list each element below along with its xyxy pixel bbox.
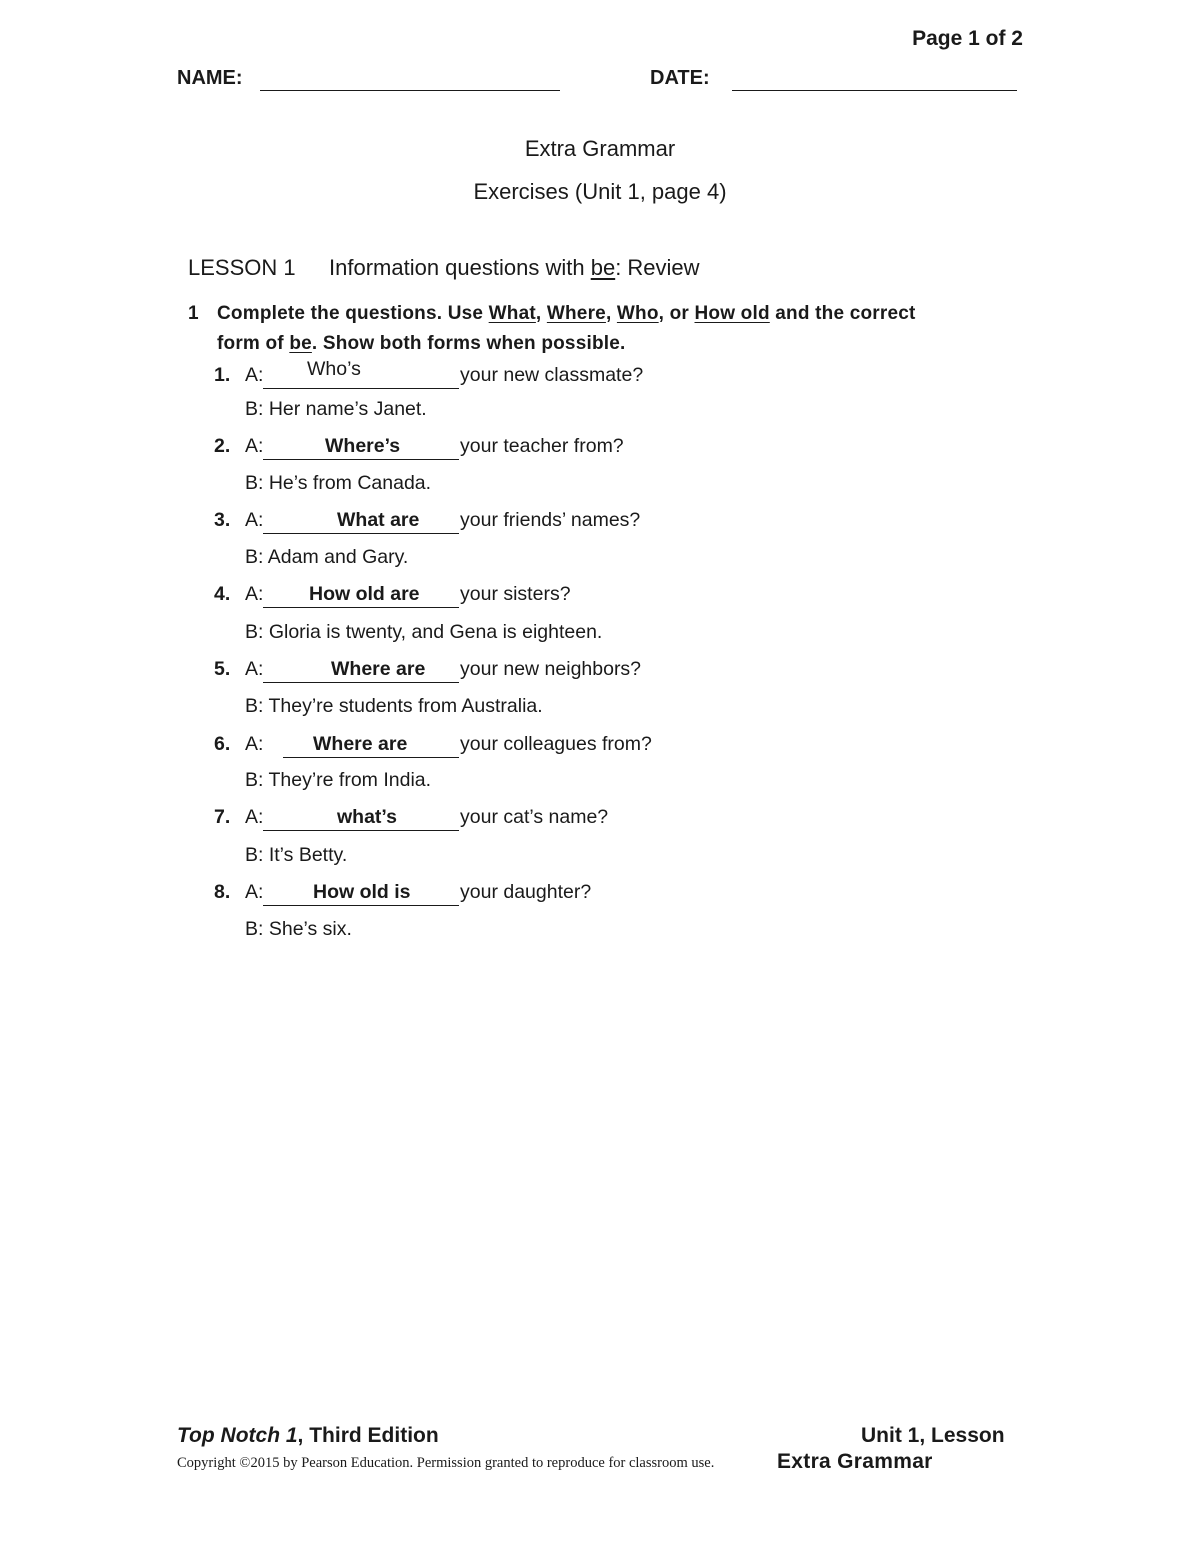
item-number: 3. xyxy=(214,509,231,531)
answer-b-line: B: They’re from India. xyxy=(245,769,432,791)
lesson-title-part: Information questions with xyxy=(329,255,591,280)
book-title-italic: Top Notch 1 xyxy=(177,1424,298,1447)
item-number: 5. xyxy=(214,658,231,680)
instr-text: and the correct xyxy=(769,303,916,324)
book-title-edition: , Third Edition xyxy=(297,1424,439,1447)
question-item xyxy=(0,358,1200,401)
answer-b-line: B: Her name’s Janet. xyxy=(245,398,427,420)
instr-text: form of xyxy=(217,333,290,354)
question-item xyxy=(0,658,1200,695)
document-title: Extra Grammar xyxy=(524,136,676,161)
instructions-line-1 xyxy=(217,299,916,329)
item-number: 6. xyxy=(214,733,231,755)
lesson-number: LESSON 1 xyxy=(188,255,296,280)
item-number: 2. xyxy=(214,435,231,457)
name-label: NAME: xyxy=(177,67,243,89)
copyright-notice: Copyright ©2015 by Pearson Education. Permission granted to reproduce for classroom use. xyxy=(177,1455,715,1471)
question-text: your teacher from? xyxy=(460,435,624,457)
question-text: your new neighbors? xyxy=(460,658,642,680)
question-text: your friends’ names? xyxy=(460,509,641,531)
instr-keyword: be xyxy=(289,333,312,354)
exercise-number: 1 xyxy=(188,303,199,324)
speaker-a-label: A: xyxy=(245,658,264,680)
instr-text: , or xyxy=(658,303,695,324)
date-field-line[interactable] xyxy=(732,90,1017,91)
question-text: your sisters? xyxy=(460,583,571,605)
item-number: 4. xyxy=(214,583,231,605)
answer-text: Where are xyxy=(331,658,426,680)
speaker-a-label: A: xyxy=(245,733,264,755)
instructions-line-2 xyxy=(217,329,916,359)
question-item xyxy=(0,733,1200,770)
answer-b-line: B: Adam and Gary. xyxy=(245,546,409,568)
question-text: your cat’s name? xyxy=(460,806,609,828)
answer-text: What are xyxy=(337,509,420,531)
section-label: Extra Grammar xyxy=(777,1450,933,1473)
instr-text: , xyxy=(535,303,547,324)
speaker-a-label: A: xyxy=(245,509,264,531)
date-label: DATE: xyxy=(650,67,710,89)
speaker-a-label: A: xyxy=(245,881,264,903)
question-text: your new classmate? xyxy=(460,364,644,386)
instr-keyword: Who xyxy=(616,303,659,324)
speaker-a-label: A: xyxy=(245,806,264,828)
question-text: your daughter? xyxy=(460,881,592,903)
answer-text: How old are xyxy=(309,583,420,605)
item-number: 7. xyxy=(214,806,231,828)
answer-text: How old is xyxy=(313,881,411,903)
instr-keyword: What xyxy=(488,303,536,324)
speaker-a-label: A: xyxy=(245,364,264,386)
question-item xyxy=(0,583,1200,620)
lesson-title-part: : Review xyxy=(615,255,700,280)
answer-b-line: B: He’s from Canada. xyxy=(245,472,432,494)
answer-b-line: B: They’re students from Australia. xyxy=(245,695,543,717)
lesson-title-underlined: be xyxy=(590,255,616,280)
answer-text: Who’s xyxy=(307,358,361,380)
answer-text: what’s xyxy=(337,806,397,828)
question-item xyxy=(0,509,1200,546)
instr-text: Complete the questions. Use xyxy=(217,303,489,324)
answer-b-line: B: She’s six. xyxy=(245,918,352,940)
answer-text: Where are xyxy=(313,733,408,755)
instr-keyword: How old xyxy=(694,303,770,324)
instr-text: . Show both forms when possible. xyxy=(311,333,626,354)
question-item xyxy=(0,435,1200,472)
unit-lesson-label: Unit 1, Lesson xyxy=(861,1424,1005,1447)
item-number: 1. xyxy=(214,364,231,386)
instr-text: , xyxy=(605,303,617,324)
page-number: Page 1 of 2 xyxy=(912,27,1023,50)
instructions-text xyxy=(217,299,916,359)
speaker-a-label: A: xyxy=(245,583,264,605)
name-field-line[interactable] xyxy=(260,90,560,91)
document-subtitle: Exercises (Unit 1, page 4) xyxy=(473,179,727,204)
lesson-heading xyxy=(188,255,700,281)
book-title xyxy=(177,1424,439,1448)
item-number: 8. xyxy=(214,881,231,903)
speaker-a-label: A: xyxy=(245,435,264,457)
question-item xyxy=(0,806,1200,843)
answer-b-line: B: Gloria is twenty, and Gena is eighteen. xyxy=(245,621,603,643)
instr-keyword: Where xyxy=(546,303,606,324)
question-item xyxy=(0,881,1200,918)
question-text: your colleagues from? xyxy=(460,733,652,755)
answer-blank[interactable] xyxy=(263,364,459,389)
answer-b-line: B: It’s Betty. xyxy=(245,844,348,866)
answer-text: Where’s xyxy=(325,435,401,457)
